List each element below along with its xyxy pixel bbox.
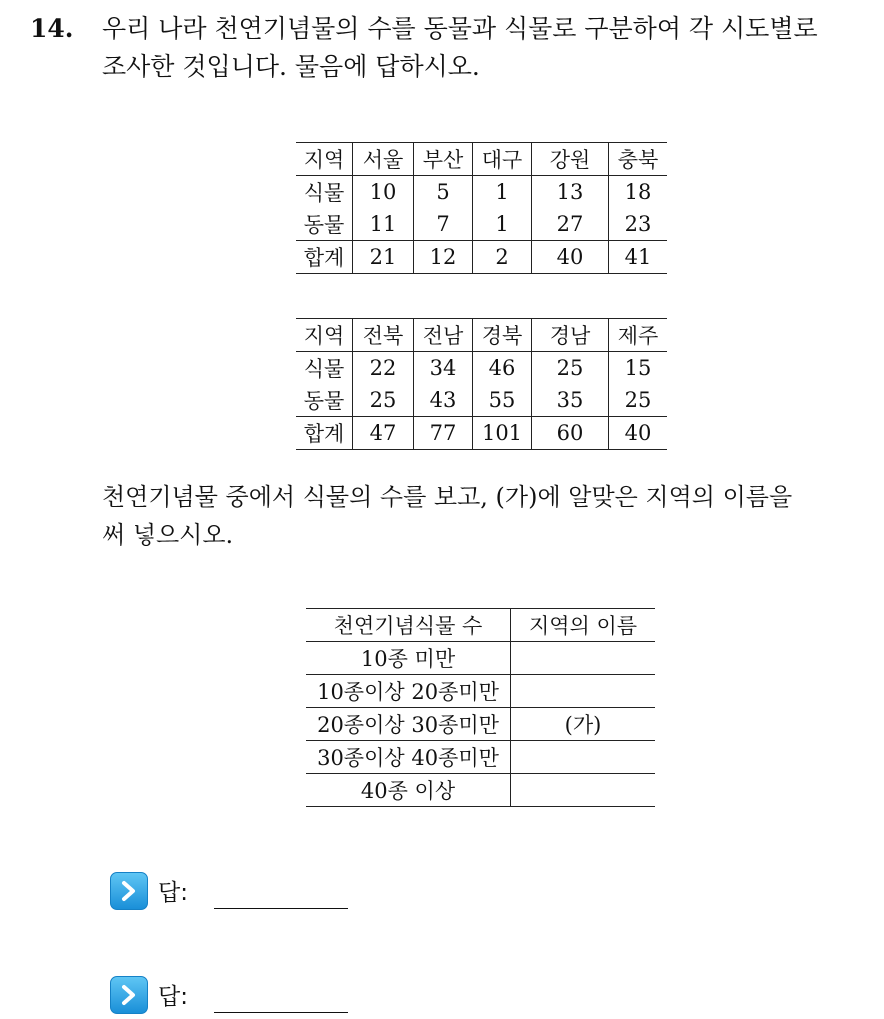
question-line-1: 우리 나라 천연기념물의 수를 동물과 식물로 구분하여 각 시도별로: [102, 14, 818, 43]
table-cell: 천연기념식물 수: [306, 609, 511, 642]
table-cell: [511, 741, 656, 774]
table-cell: 47: [353, 417, 414, 450]
table-cell: 경남: [532, 319, 609, 352]
table-cell: 10종 미만: [306, 642, 511, 675]
subquestion-text: [102, 478, 872, 554]
answer-label: 답:: [158, 984, 188, 1010]
table-cell: [511, 774, 656, 807]
table-cell: 43: [414, 384, 473, 417]
table-cell: 55: [473, 384, 532, 417]
table-header-row: [306, 609, 655, 642]
table-cell: 41: [609, 241, 668, 274]
table-cell: 2: [473, 241, 532, 274]
table-row: [306, 708, 655, 741]
subquestion-line-1: 천연기념물 중에서 식물의 수를 보고, (가)에 알맞은 지역의 이름을: [102, 483, 793, 511]
table-header-row: [296, 143, 667, 176]
table-total-row: [296, 241, 667, 274]
table-cell: 15: [609, 352, 668, 385]
table-cell: 7: [414, 208, 473, 241]
table-cell: 18: [609, 176, 668, 209]
table-cell: 충북: [609, 143, 668, 176]
question-line-2: 조사한 것입니다. 물음에 답하시오.: [102, 52, 480, 81]
region-table-1: [296, 142, 667, 274]
table-cell: 25: [532, 352, 609, 385]
answer-blank-line[interactable]: [214, 908, 348, 909]
table-header-row: [296, 319, 667, 352]
table-cell: 10: [353, 176, 414, 209]
subquestion-line-2: 써 넣으시오.: [102, 521, 234, 549]
table-cell: 21: [353, 241, 414, 274]
table-row: [296, 208, 667, 241]
table-row: [296, 352, 667, 385]
table-cell: 40: [532, 241, 609, 274]
table-cell: 서울: [353, 143, 414, 176]
question-text: [102, 10, 872, 86]
chevron-right-icon: [110, 976, 148, 1014]
table-row: [306, 675, 655, 708]
table-row: [306, 741, 655, 774]
table-cell: 22: [353, 352, 414, 385]
table-cell: 23: [609, 208, 668, 241]
blank-ga-cell: (가): [511, 708, 656, 741]
table-cell: 지역의 이름: [511, 609, 656, 642]
question-number: 14.: [30, 14, 74, 43]
table-cell: 전남: [414, 319, 473, 352]
table-cell: 대구: [473, 143, 532, 176]
table-cell: 5: [414, 176, 473, 209]
table-cell: 27: [532, 208, 609, 241]
table-cell: 11: [353, 208, 414, 241]
table-cell: [511, 675, 656, 708]
table-cell: 30종이상 40종미만: [306, 741, 511, 774]
table-cell: 20종이상 30종미만: [306, 708, 511, 741]
answer-blank-line[interactable]: [214, 1012, 348, 1013]
table-cell: 25: [353, 384, 414, 417]
table-total-row: [296, 417, 667, 450]
table-cell: 부산: [414, 143, 473, 176]
table-cell: 40종 이상: [306, 774, 511, 807]
table-cell: 60: [532, 417, 609, 450]
table-cell: 경북: [473, 319, 532, 352]
table-cell: 식물: [303, 181, 345, 205]
table-cell: 합계: [296, 241, 353, 274]
table-cell: 10종이상 20종미만: [306, 675, 511, 708]
chevron-right-icon: [110, 872, 148, 910]
table-cell: 전북: [353, 319, 414, 352]
table-cell: 40: [609, 417, 668, 450]
region-table-2: [296, 318, 667, 450]
table-cell: 34: [414, 352, 473, 385]
table-cell: 식물: [303, 357, 345, 381]
table-cell: 46: [473, 352, 532, 385]
table-cell: 지역: [296, 143, 353, 176]
table-row: [296, 176, 667, 209]
table-cell: [511, 642, 656, 675]
table-cell: 25: [609, 384, 668, 417]
table-cell: 13: [532, 176, 609, 209]
table-row: [296, 384, 667, 417]
table-cell: 35: [532, 384, 609, 417]
table-cell: 지역: [296, 319, 353, 352]
table-cell: 제주: [609, 319, 668, 352]
table-cell: 1: [473, 176, 532, 209]
table-cell: 12: [414, 241, 473, 274]
table-cell: 동물: [303, 389, 345, 413]
table-cell: 동물: [303, 213, 345, 237]
table-row: [306, 642, 655, 675]
table-cell: 101: [473, 417, 532, 450]
table-cell: 합계: [296, 417, 353, 450]
classification-table: [306, 608, 655, 807]
table-cell: 강원: [532, 143, 609, 176]
answer-label: 답:: [158, 880, 188, 906]
table-cell: 1: [473, 208, 532, 241]
table-row: [306, 774, 655, 807]
table-cell: 77: [414, 417, 473, 450]
